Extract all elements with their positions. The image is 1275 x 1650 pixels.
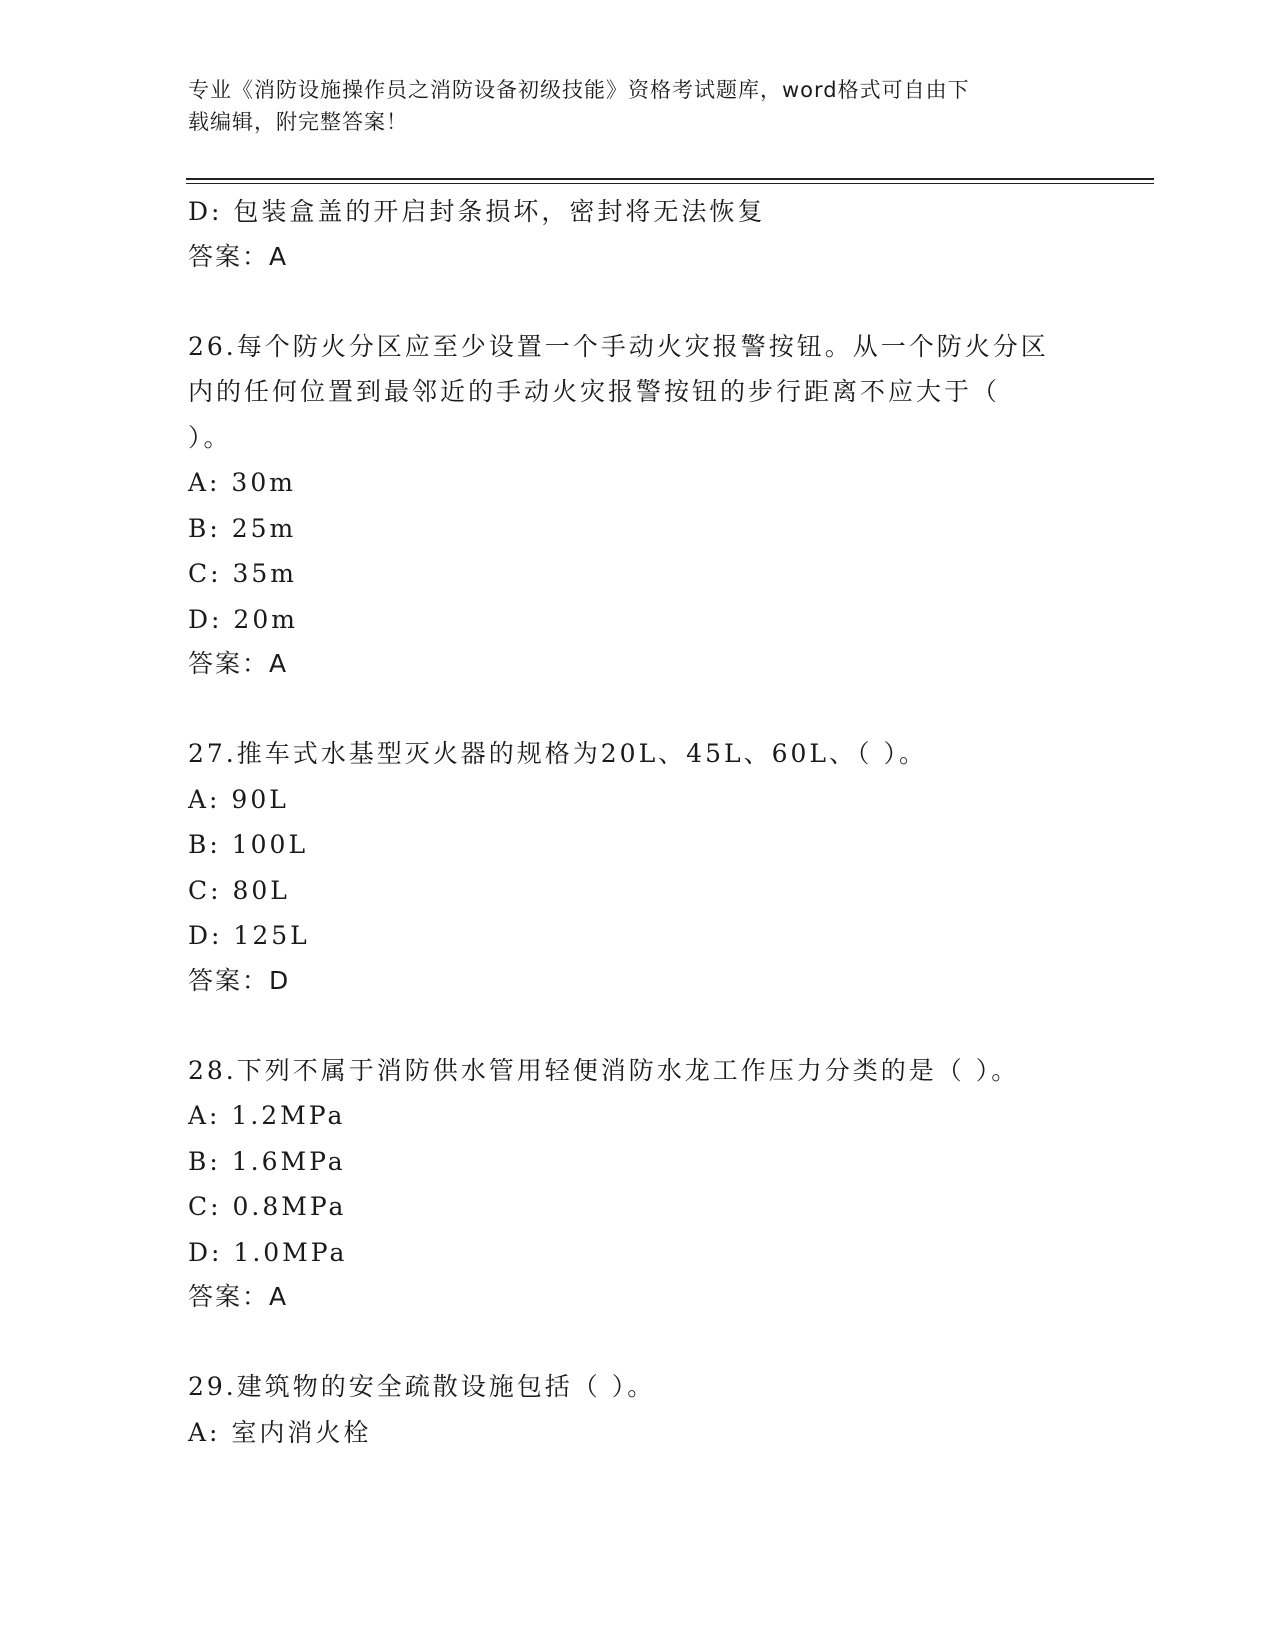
question-stem: 26.每个防火分区应至少设置一个手动火灾报警按钮。从一个防火分区 <box>188 331 1049 361</box>
option-a: A: 1.2MPa <box>188 1101 346 1130</box>
question-stem: 内的任何位置到最邻近的手动火灾报警按钮的步行距离不应大于（ <box>188 377 1001 406</box>
header-divider-thin <box>186 183 1154 184</box>
option-d: D: 125L <box>188 921 310 950</box>
question-stem: ）。 <box>188 422 232 452</box>
option-b: B: 100L <box>188 830 309 859</box>
question-stem: 29.建筑物的安全疏散设施包括（ ）。 <box>188 1372 656 1401</box>
option-a: A: 30m <box>188 468 296 497</box>
option-c: C: 0.8MPa <box>188 1192 347 1221</box>
question-list <box>188 189 1088 1455</box>
question-stem: 28.下列不属于消防供水管用轻便消防水龙工作压力分类的是（ ）。 <box>188 1055 1020 1085</box>
question-26 <box>188 324 1088 687</box>
option-c: C: 35m <box>188 559 298 588</box>
option-c: C: 80L <box>188 875 290 905</box>
header-line-1: 专业《消防设施操作员之消防设备初级技能》资格考试题库，word格式可自由下 <box>188 78 970 102</box>
option-a: A: 90L <box>188 784 289 814</box>
option-b: B: 1.6MPa <box>188 1146 346 1176</box>
question-27 <box>188 731 1088 1003</box>
option-d: D: 1.0MPa <box>188 1237 348 1267</box>
option-b: B: 25m <box>188 513 297 543</box>
question-29 <box>188 1364 1088 1455</box>
header-divider-thick <box>186 178 1154 180</box>
answer-line: 答案：A <box>188 241 289 271</box>
answer-line: 答案：A <box>188 649 289 678</box>
header-line-2: 载编辑，附完整答案！ <box>188 110 408 134</box>
option-a: A: 室内消火栓 <box>188 1417 372 1447</box>
document-header <box>188 74 1068 138</box>
prev-question-block <box>188 189 1088 279</box>
answer-line: 答案：A <box>188 1282 289 1311</box>
option-d: D: 包装盒盖的开启封条损坏，密封将无法恢复 <box>188 197 766 226</box>
option-d: D: 20m <box>188 604 298 634</box>
question-stem: 27.推车式水基型灭火器的规格为20L、45L、60L、（ ）。 <box>188 739 927 768</box>
answer-line: 答案：D <box>188 965 291 995</box>
question-28 <box>188 1048 1088 1320</box>
